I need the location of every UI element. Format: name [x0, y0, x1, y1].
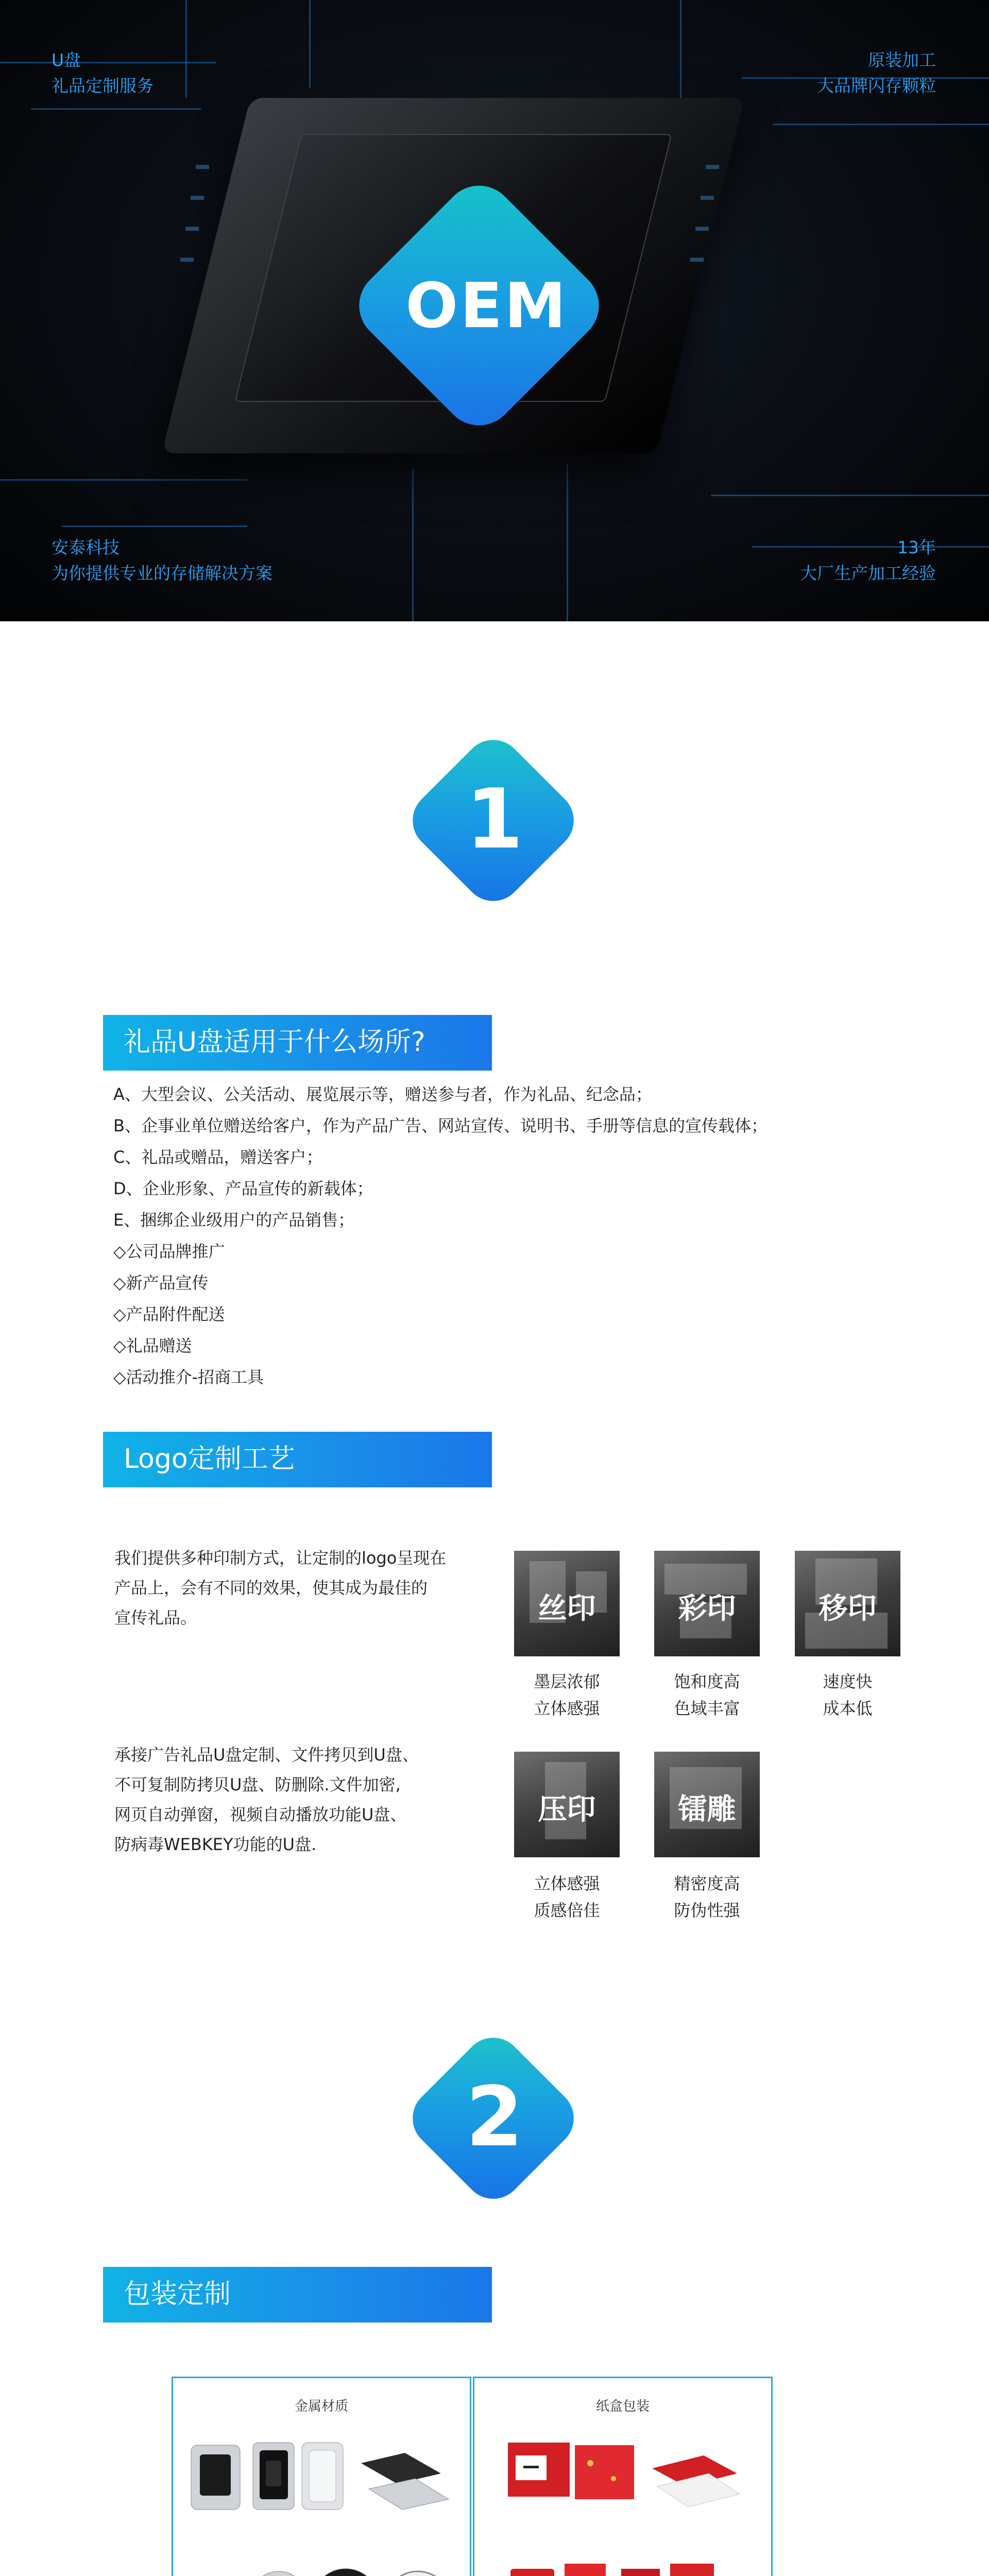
- method-tile-pad-print: [795, 1551, 900, 1656]
- section-header-venues: [103, 1015, 492, 1071]
- venue-list: [113, 1079, 886, 1393]
- tin-round-black-icon: [312, 2569, 379, 2576]
- method-desc-laser: [654, 1870, 760, 1924]
- logo-services-line: 不可复制防拷贝U盘、防删除.文件加密,: [114, 1775, 401, 1794]
- method-desc-line: 墨层浓郁: [534, 1672, 600, 1691]
- section-header-logo: [103, 1432, 492, 1487]
- method-label: 移印: [819, 1592, 877, 1625]
- method-label: 镭雕: [678, 1793, 736, 1826]
- method-desc-line: 色域丰富: [674, 1699, 740, 1718]
- method-desc-line: 质感倍佳: [534, 1901, 600, 1920]
- method-desc-line: 立体感强: [534, 1699, 600, 1718]
- method-desc-line: 饱和度高: [674, 1672, 740, 1691]
- method-desc-line: 防伪性强: [674, 1901, 740, 1920]
- red-box-tilted-icon: [652, 2455, 740, 2507]
- hero-bottom-right-line2: 大厂生产加工经验: [800, 563, 936, 583]
- hero-bottom-right: [800, 535, 936, 586]
- method-desc-pad-print: [795, 1668, 900, 1722]
- section-title-venues: 礼品U盘适用于什么场所?: [124, 1027, 425, 1058]
- logo-intro-paragraph: [114, 1543, 446, 1633]
- logo-intro-line: 产品上，会有不同的效果，使其成为最佳的: [114, 1578, 428, 1598]
- hero-banner: [0, 0, 989, 621]
- logo-services-line: 承接广告礼品U盘定制、文件拷贝到U盘、: [114, 1745, 419, 1765]
- paper-boxes-illustration: [474, 2378, 771, 2576]
- list-item: A、大型会议、公关活动、展览展示等，赠送参与者，作为礼品、纪念品；: [113, 1084, 652, 1104]
- method-label: 压印: [538, 1793, 596, 1826]
- method-tile-laser: [654, 1752, 760, 1857]
- section-title-packaging: 包装定制: [124, 2279, 231, 2310]
- list-item: ◇产品附件配送: [113, 1304, 225, 1324]
- logo-services-line: 网页自动弹窗，视频自动播放功能U盘、: [114, 1805, 407, 1824]
- logo-services-paragraph: [114, 1740, 419, 1859]
- red-box-open-icon: [508, 2443, 570, 2497]
- method-desc-line: 精密度高: [674, 1874, 740, 1893]
- panel-title-paper: 纸盒包装: [595, 2399, 650, 2414]
- hero-top-right-line2: 大品牌闪存颗粒: [817, 76, 936, 96]
- method-label: 彩印: [678, 1592, 736, 1625]
- section-title-logo: Logo定制工艺: [124, 1444, 295, 1475]
- method-desc-line: 立体感强: [534, 1874, 600, 1893]
- section-2-number: 2: [466, 2069, 523, 2165]
- red-box-sleeve-icon: [565, 2564, 606, 2576]
- list-item: ◇活动推介-招商工具: [113, 1367, 264, 1387]
- hero-top-right: [817, 47, 936, 99]
- hero-bottom-left-line2: 为你提供专业的存储解决方案: [52, 563, 272, 583]
- packaging-panel-metal: [172, 2377, 471, 2576]
- logo-intro-line: 宣传礼品。: [114, 1608, 197, 1628]
- method-label: 丝印: [538, 1592, 596, 1625]
- red-box-long-open-icon: [621, 2564, 714, 2576]
- section-1-number: 1: [466, 771, 523, 867]
- tin-open-silver-icon: [191, 2445, 240, 2510]
- method-desc-screen-print: [514, 1668, 620, 1722]
- tin-round-white-icon: [384, 2571, 451, 2576]
- tin-lid-icon: [302, 2443, 343, 2510]
- packaging-panel-paper: [473, 2377, 773, 2576]
- red-box-gift-icon: [575, 2445, 634, 2499]
- list-item: ◇礼品赠送: [113, 1336, 192, 1355]
- method-desc-line: 速度快: [823, 1672, 873, 1691]
- hero-bottom-right-line1: 13年: [897, 537, 936, 557]
- hero-top-right-line1: 原装加工: [868, 50, 936, 70]
- hero-top-left: [52, 47, 154, 99]
- list-item: B、企事业单位赠送给客户，作为产品广告、网站宣传、说明书、手册等信息的宣传载体；: [113, 1116, 768, 1136]
- list-item: ◇公司品牌推广: [113, 1242, 225, 1261]
- hero-bottom-left-line1: 安泰科技: [52, 537, 120, 557]
- hero-top-left-line2: 礼品定制服务: [52, 76, 154, 96]
- hero-top-left-line1: U盘: [52, 50, 81, 70]
- logo-intro-line: 我们提供多种印制方式，让定制的logo呈现在: [114, 1548, 447, 1568]
- red-box-usb-icon: [510, 2569, 554, 2576]
- hero-bottom-left: [52, 535, 272, 586]
- list-item: ◇新产品宣传: [113, 1273, 209, 1293]
- section-header-packaging: [103, 2267, 492, 2323]
- metal-tins-illustration: [173, 2378, 470, 2576]
- tin-round-lid-icon: [250, 2571, 307, 2576]
- method-tile-screen-print: [514, 1551, 620, 1656]
- list-item: D、企业形象、产品宣传的新载体；: [113, 1179, 373, 1198]
- list-item: E、捆绑企业级用户的产品销售；: [113, 1210, 355, 1230]
- tin-rect-open-icon: [361, 2453, 449, 2510]
- list-item: C、礼品或赠品，赠送客户；: [113, 1147, 323, 1167]
- oem-label: OEM: [405, 270, 568, 342]
- method-tile-emboss: [514, 1752, 620, 1857]
- tin-black-insert-icon: [253, 2443, 294, 2510]
- method-desc-emboss: [514, 1870, 620, 1924]
- method-tile-color-print: [654, 1551, 760, 1656]
- method-desc-line: 成本低: [823, 1699, 873, 1718]
- logo-services-line: 防病毒WEBKEY功能的U盘.: [114, 1835, 317, 1854]
- panel-title-metal: 金属材质: [294, 2399, 348, 2414]
- method-desc-color-print: [654, 1668, 760, 1722]
